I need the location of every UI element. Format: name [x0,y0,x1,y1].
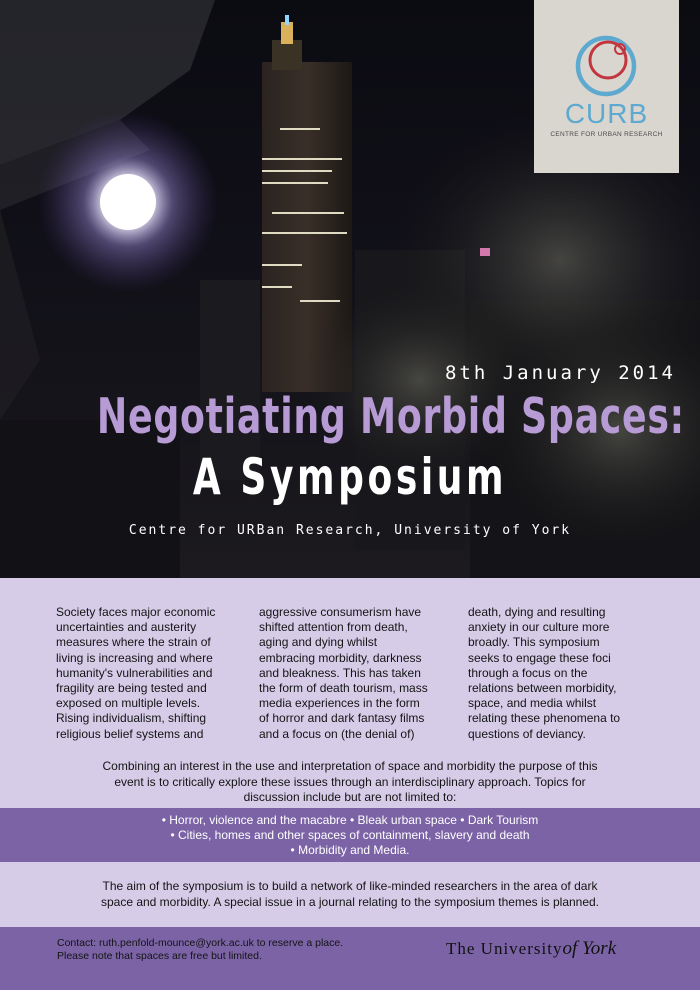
intro-line: Society faces major economic [56,605,216,619]
topic-line: • Horror, violence and the macabre • Bleak urban space • Dark Tourism [161,813,539,827]
intro-line: broadly. This symposium [468,635,600,650]
intro-line: death, dying and resulting [468,605,606,619]
intro-line: exposed on multiple levels. [56,696,201,711]
aim-paragraph [70,879,630,910]
intro-line: aging and dying whilst [259,635,378,650]
purpose-paragraph [70,759,630,806]
intro-line: the form of death tourism, mass [259,681,428,696]
topic-line: • Morbidity and Media. [290,843,410,857]
aim-line: space and morbidity. A special issue in a journal relating to the symposium themes is planned. [100,894,600,909]
intro-line: space, and media whilst [468,696,597,711]
intro-column-3 [468,605,663,742]
intro-line: embracing morbidity, darkness [259,650,422,665]
curb-logo [534,0,679,173]
spaces-note: Please note that spaces are free but limited. [57,950,262,962]
intro-line: and bleakness. This has taken [259,665,421,680]
intro-line: of horror and dark fantasy films [259,711,425,726]
poster-body [0,578,700,990]
aim-line: The aim of the symposium is to build a network of like-minded researchers in the area of dark [102,879,598,893]
footer-band [0,927,700,990]
contact-info [57,937,343,963]
curb-logo-name: CURB [564,98,649,129]
intro-column-2 [259,605,454,742]
intro-line: measures where the strain of [56,635,211,650]
intro-line: relating these phenomena to [468,711,621,726]
intro-line: living is increasing and where [56,650,213,665]
purpose-line: discussion include but are not limited to: [243,790,457,804]
contact-line: Contact: ruth.penfold-mounce@york.ac.uk to reserve a place. [57,937,344,949]
intro-line: anxiety in our culture more [468,620,610,635]
university-of-york-logo [446,938,616,960]
event-date: 8th January 2014 [444,362,676,384]
curb-ring-icon [534,0,679,100]
intro-line: humanity's vulnerabilities and [56,665,213,680]
topics-band [0,808,700,862]
intro-line: seeks to engage these foci [468,650,611,665]
organiser-line: Centre for URBan Research, University of York [128,523,572,538]
intro-line: fragility are being tested and [56,681,207,696]
topic-line: • Cities, homes and other spaces of containment, slavery and death [170,828,530,842]
title-line-2: A Symposium [192,448,508,506]
intro-line: media experiences in the form [259,696,420,711]
intro-line: through a focus on the [468,665,588,680]
purpose-line: event is to critically explore these issues through an interdisciplinary approach. Topics for [114,774,586,789]
intro-line: and a focus on (the denial of) [259,726,415,741]
intro-line: shifted attention from death, [259,620,408,635]
title-line-1: Negotiating Morbid Spaces: [96,388,685,445]
intro-line: uncertainties and austerity [56,620,197,635]
intro-line: religious belief systems and [56,726,204,741]
intro-line: Rising individualism, shifting [56,711,207,726]
intro-column-1 [56,605,251,742]
university-prefix: The University [446,939,563,958]
intro-line: questions of deviancy. [468,726,586,741]
intro-line: relations between morbidity, [468,681,617,696]
intro-line: aggressive consumerism have [259,605,422,619]
curb-logo-subtitle: CENTRE FOR URBAN RESEARCH [550,131,663,138]
university-suffix: of York [562,938,617,959]
purpose-line: Combining an interest in the use and interpretation of space and morbidity the purpose of this [102,759,598,773]
